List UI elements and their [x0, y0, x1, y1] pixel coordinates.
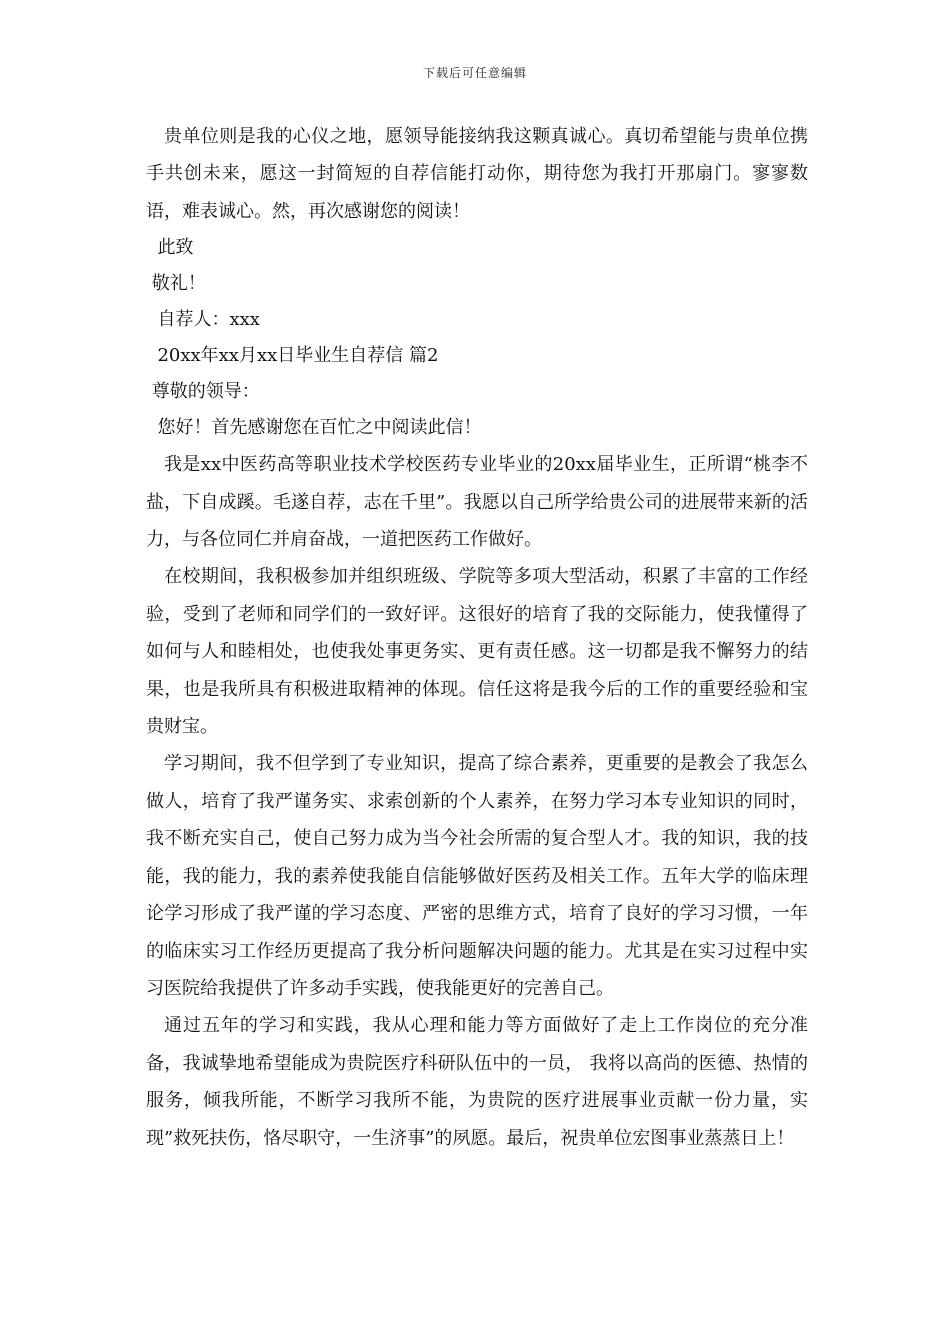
paragraph-intro: 我是xx中医药高等职业技术学校医药专业毕业的20xx届毕业生，正所谓“桃李不盐，下自成蹊。毛遂自荐，志在千里”。我愿以自己所学给贵公司的进展带来新的活力，与各位同仁并肩奋战，一道把医药工作做好。 — [146, 454, 808, 551]
document-body — [146, 118, 808, 1157]
paragraph-school-activities: 在校期间，我积极参加并组织班级、学院等多项大型活动，积累了丰富的工作经验，受到了老师和同学们的一致好评。这很好的培育了我的交际能力，使我懂得了如何与人和睦相处，也使我处事更务实、更有责任感。这一切都是我不懈努力的结果，也是我所具有积极进取精神的体现。信任这将是我今后的工作的重要经验和宝贵财宝。 — [146, 566, 808, 738]
letter-title-2: 20xx年xx月xx日毕业生自荐信 篇2 — [146, 345, 439, 367]
paragraph-conclusion: 通过五年的学习和实践，我从心理和能力等方面做好了走上工作岗位的充分准备，我诚挚地希望能成为贵院医疗科研队伍中的一员， 我将以高尚的医德、热情的服务，倾我所能，不断学习我所不能，为贵院的医疗进展事业贡献一份力量，实现”救死扶伤，恪尽职守，一生济事”的夙愿。最后，祝贵单位宏图事业蒸蒸日上！ — [146, 1015, 808, 1149]
salutation-cizhi: 此致 — [146, 237, 194, 259]
greeting-respected-leader: 尊敬的领导： — [146, 381, 260, 403]
page-header: 下载后可任意编辑 — [422, 66, 527, 80]
salutation-jingli: 敬礼！ — [146, 273, 206, 295]
greeting-hello: 您好！首先感谢您在百忙之中阅读此信！ — [146, 417, 482, 439]
signature-line: 自荐人：xxx — [146, 309, 260, 331]
paragraph-closing-intent: 贵单位则是我的心仪之地，愿领导能接纳我这颗真诚心。真切希望能与贵单位携手共创未来，愿这一封简短的自荐信能打动你，期待您为我打开那扇门。寥寥数语，难表诚心。然，再次感谢您的阅读！ — [146, 126, 808, 222]
paragraph-study-period: 学习期间，我不但学到了专业知识，提高了综合素养，更重要的是教会了我怎么做人，培育了我严谨务实、求索创新的个人素养，在努力学习本专业知识的同时，我不断充实自己，使自己努力成为当今社会所需的复合型人才。我的知识，我的技能，我的能力，我的素养使我能自信能够做好医药及相关工作。五年大学的临床理论学习形成了我严谨的学习态度、严密的思维方式，培育了良好的学习习惯，一年的临床实习工作经历更提高了我分析问题解决问题的能力。尤其是在实习过程中实习医院给我提供了许多动手实践，使我能更好的完善自己。 — [146, 753, 808, 999]
